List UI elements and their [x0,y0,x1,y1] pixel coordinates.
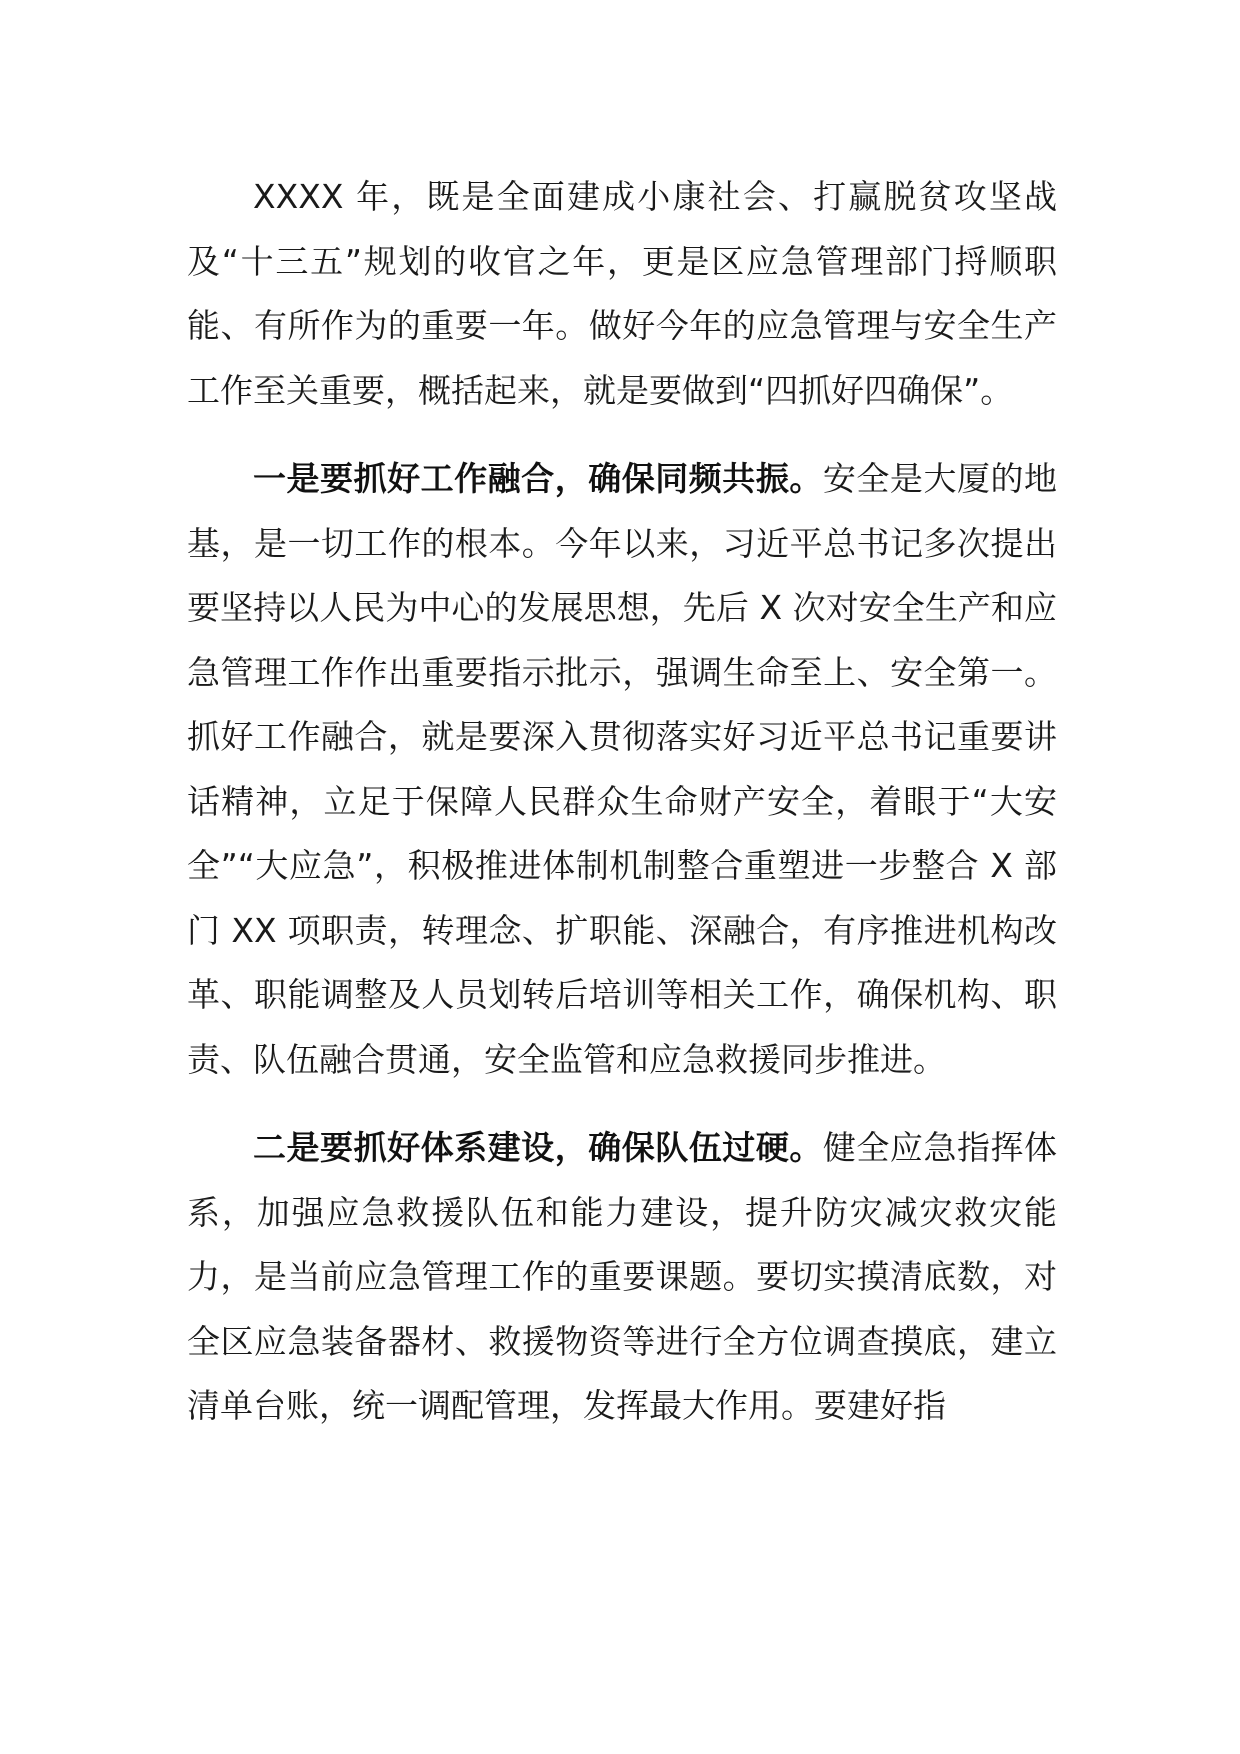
paragraph-text: 健全应急指挥体系，加强应急救援队伍和能力建设，提升防灾减灾救灾能力，是当前应急管理工作的重要课题。要切实摸清底数，对全区应急装备器材、救援物资等进行全方位调查摸底，建立清单台账，统一调配管理，发挥最大作用。要建好指 [187,1128,1058,1425]
paragraph-point-one [187,447,1057,1092]
document-body [187,165,1057,1439]
paragraph-lead: 二是要抓好体系建设，确保队伍过硬。 [253,1128,823,1167]
paragraph-intro [187,165,1057,423]
paragraph-text: XXXX 年，既是全面建成小康社会、打赢脱贫攻坚战及“十三五”规划的收官之年，更是区应急管理部门捋顺职能、有所作为的重要一年。做好今年的应急管理与安全生产工作至关重要，概括起来，就是要做到“四抓好四确保”。 [187,177,1057,410]
paragraph-lead: 一是要抓好工作融合，确保同频共振。 [253,459,823,498]
paragraph-text: 安全是大厦的地基，是一切工作的根本。今年以来，习近平总书记多次提出要坚持以人民为中心的发展思想，先后 X 次对安全生产和应急管理工作作出重要指示批示，强调生命至上、安全第一。抓好工作融合，就是要深入贯彻落实好习近平总书记重要讲话精神，立足于保障人民群众生命财产安全，着眼于“大安全”“大应急”，积极推进体制机制整合重塑进一步整合 X 部门 XX 项职责，转理念、扩职能、深融合，有序推进机构改革、职能调整及人员划转后培训等相关工作，确保机构、职责、队伍融合贯通，安全监管和应急救援同步推进。 [187,459,1058,1079]
paragraph-point-two [187,1116,1057,1439]
